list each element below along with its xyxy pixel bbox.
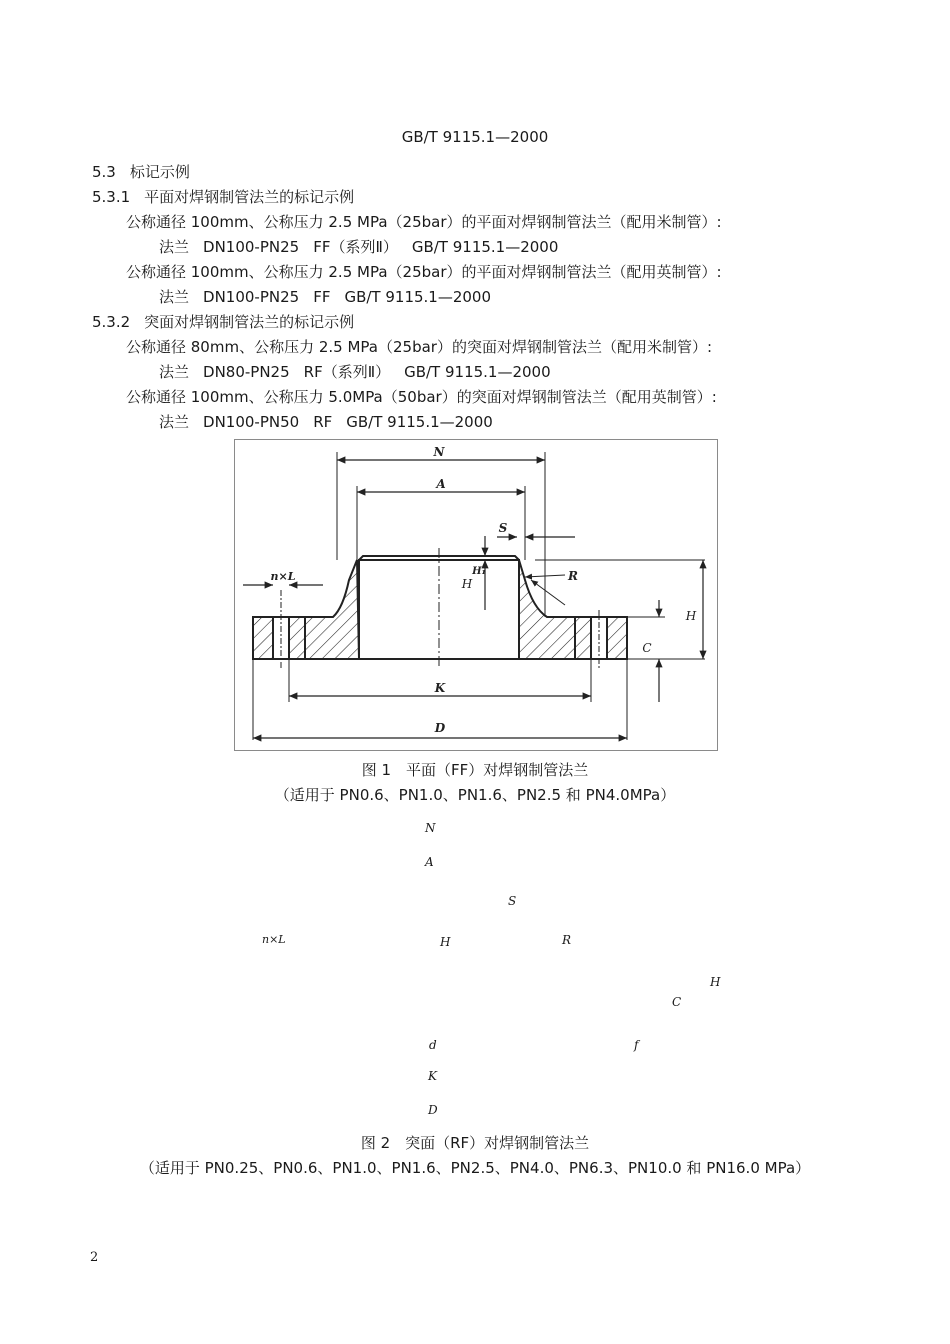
dim-label-s: S (498, 521, 508, 535)
figure-1-caption: 图 1 平面（FF）对焊钢制管法兰 (361, 761, 589, 779)
marking-description: 公称通径 80mm、公称压力 2.5 MPa（25bar）的突面对焊钢制管法兰（配用米制管）: (126, 338, 712, 356)
dim-label-h: H (710, 975, 721, 989)
figure-1-drawing (234, 439, 718, 751)
section-title: 标记示例 (129, 163, 190, 181)
marking-example: 法兰 DN100-PN25 FF GB/T 9115.1—2000 (159, 288, 492, 306)
dim-label-c: C (642, 641, 652, 655)
dim-label-k: K (428, 1069, 437, 1083)
dim-label-f: f (634, 1038, 639, 1052)
marking-description: 公称通径 100mm、公称压力 5.0MPa（50bar）的突面对焊钢制管法兰（配用英制管）: (126, 388, 717, 406)
section-number: 5.3.2 (92, 313, 131, 331)
marking-example: 法兰 DN100-PN50 RF GB/T 9115.1—2000 (159, 413, 493, 431)
section-5-3-1-heading (92, 187, 354, 207)
dim-label-a: A (436, 477, 446, 491)
figure-1-subcaption: （适用于 PN0.6、PN1.0、PN1.6、PN2.5 和 PN4.0MPa） (274, 786, 676, 804)
flange-section-drawing (235, 440, 717, 750)
dim-label-a: A (425, 855, 434, 869)
page-header: GB/T 9115.1—2000 (401, 128, 549, 146)
section-number: 5.3.1 (92, 188, 131, 206)
dim-label-d-small: d (429, 1038, 437, 1052)
section-5-3-2-heading (92, 312, 354, 332)
dim-label-d: D (434, 721, 446, 735)
dim-label-h: H (461, 577, 473, 591)
dim-label-nxl: n×L (270, 570, 296, 583)
section-title: 平面对焊钢制管法兰的标记示例 (144, 188, 355, 206)
marking-example: 法兰 DN80-PN25 RF（系列Ⅱ） GB/T 9115.1—2000 (159, 363, 551, 381)
dim-label-r: R (562, 933, 572, 947)
page-number: 2 (90, 1250, 99, 1265)
dim-label-n: N (425, 821, 436, 835)
section-number: 5.3 (92, 163, 116, 181)
section-5-3-heading (92, 162, 190, 182)
dim-label-n: N (433, 445, 445, 459)
dim-label-h1: H₁ (472, 566, 486, 577)
figure-2-subcaption: （适用于 PN0.25、PN0.6、PN1.0、PN1.6、PN2.5、PN4.0、PN6.3、PN10.0 和 PN16.0 MPa） (139, 1159, 811, 1177)
dim-label-hr: H (685, 609, 697, 623)
marking-example: 法兰 DN100-PN25 FF（系列Ⅱ） GB/T 9115.1—2000 (159, 238, 559, 256)
marking-description: 公称通径 100mm、公称压力 2.5 MPa（25bar）的平面对焊钢制管法兰（配用米制管）: (126, 213, 722, 231)
dim-label-c: C (672, 995, 682, 1009)
dim-label-k: K (434, 681, 446, 695)
section-title: 突面对焊钢制管法兰的标记示例 (144, 313, 355, 331)
dim-label-h1: H (440, 935, 451, 949)
dim-label-r: R (568, 569, 578, 583)
marking-description: 公称通径 100mm、公称压力 2.5 MPa（25bar）的平面对焊钢制管法兰（配用英制管）: (126, 263, 722, 281)
figure-2-caption: 图 2 突面（RF）对焊钢制管法兰 (360, 1134, 590, 1152)
dim-label-nxl: n×L (262, 933, 286, 946)
dim-label-s: S (508, 894, 517, 908)
dim-label-d: D (428, 1103, 438, 1117)
